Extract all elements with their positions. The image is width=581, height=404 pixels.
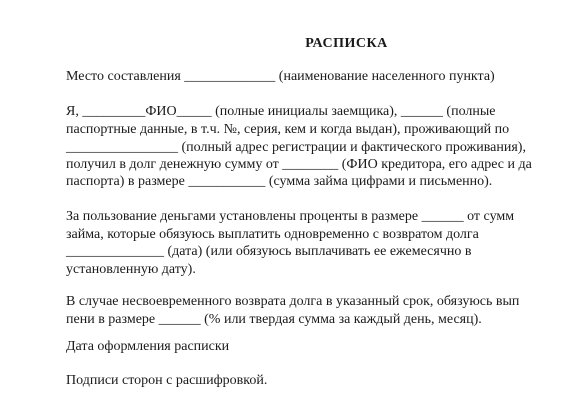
signatures-line: Подписи сторон с расшифровкой.: [66, 373, 268, 388]
paragraph1-line3: ________________ (полный адрес регистрации и фактического проживания),: [66, 140, 526, 155]
paragraph3-line2: пени в размере ______ (% или твердая сумма за каждый день, месяц).: [66, 312, 482, 327]
date-line: Дата оформления расписки: [66, 339, 230, 354]
document-title: РАСПИСКА: [305, 36, 388, 51]
paragraph2-line4: установленную дату).: [66, 262, 196, 277]
paragraph2-line2: займа, которые обязуюсь выплатить одновременно с возвратом долга: [66, 227, 479, 242]
paragraph1-line5: паспорта) в размере ___________ (сумма займа цифрами и письменно).: [66, 174, 493, 189]
place-line: Место составления _____________ (наименование населенного пункта): [66, 69, 495, 84]
paragraph2-line1: За пользование деньгами установлены проценты в размере ______ от сумм: [66, 209, 515, 224]
paragraph1-line4: получил в долг денежную сумму от ________ (ФИО кредитора, его адрес и да: [66, 157, 532, 172]
paragraph2-line3: ______________ (дата) (или обязуюсь выплачивать ее ежемесячно в: [66, 244, 472, 259]
paragraph3-line1: В случае несвоевременного возврата долга в указанный срок, обязуюсь вып: [66, 294, 520, 309]
paragraph1-line1: Я, _________ФИО_____ (полные инициалы заемщика), ______ (полные: [66, 104, 496, 119]
paragraph1-line2: паспортные данные, в т.ч. №, серия, кем и когда выдан), проживающий по: [66, 122, 510, 137]
